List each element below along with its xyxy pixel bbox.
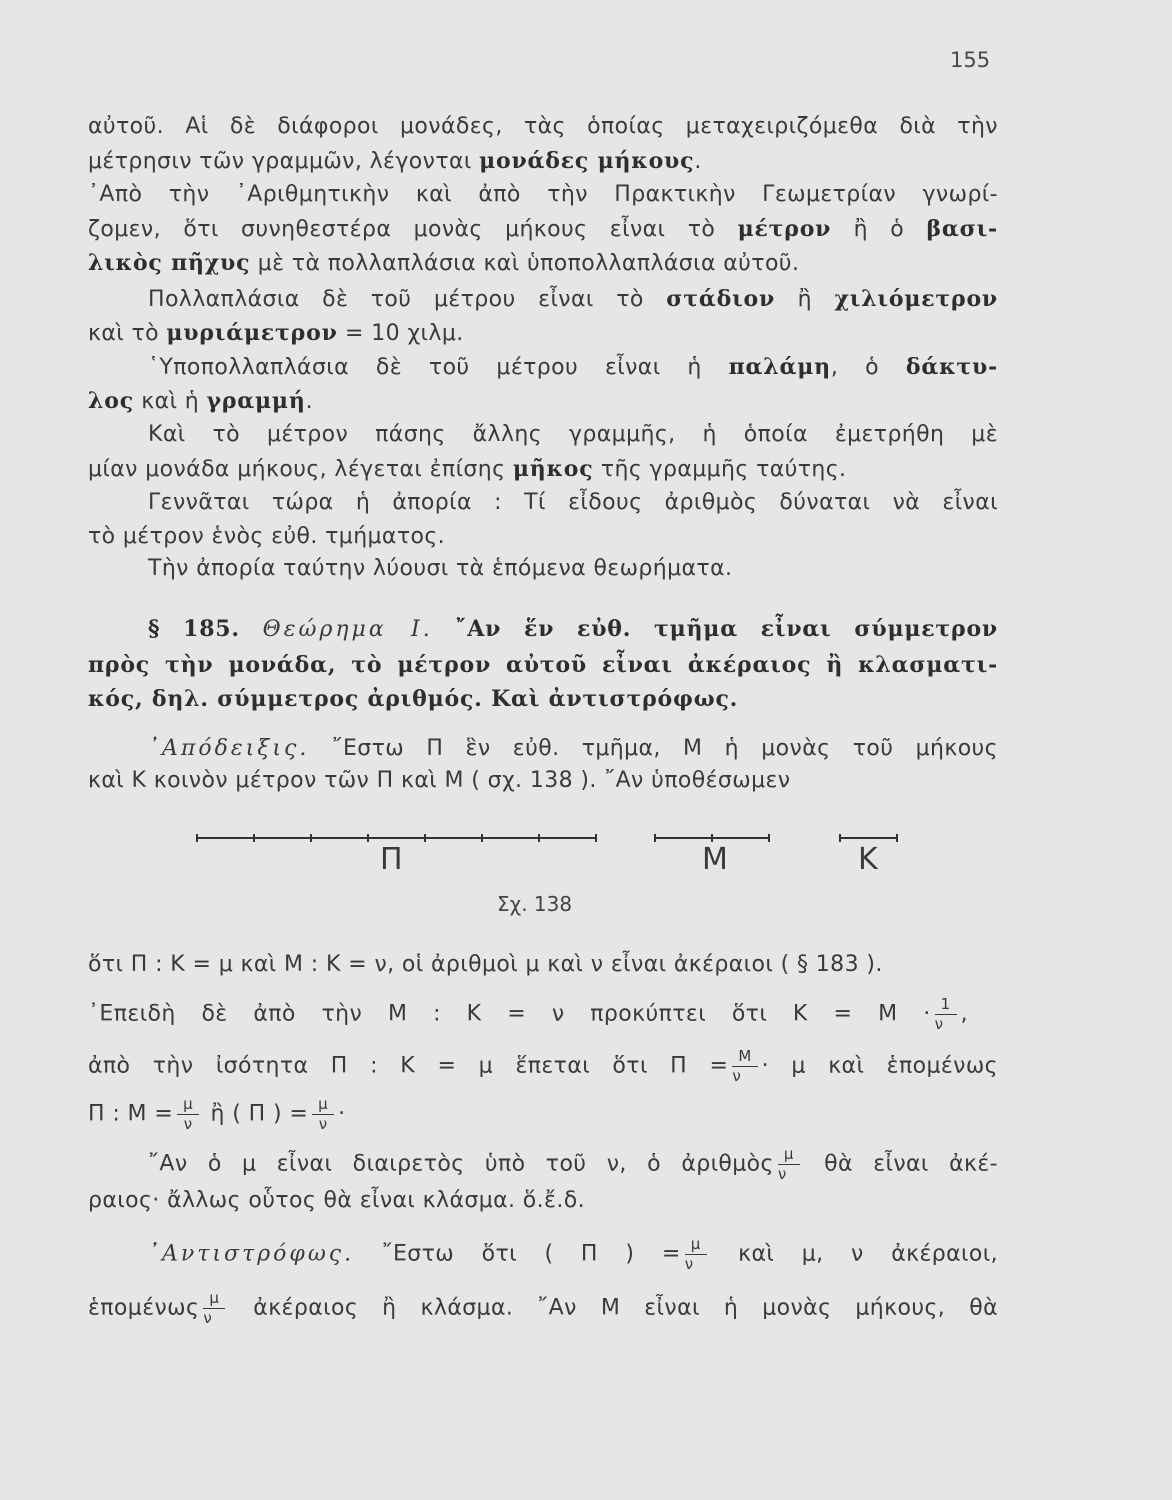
text-line <box>88 386 998 417</box>
text: αὐτοῦ. Αἱ δὲ διάφοροι μονάδες, τὰς ὁποίας μεταχειριζόμεθα διὰ τὴν <box>88 114 998 139</box>
text: θὰ εἶναι ἀκέ- <box>803 1151 998 1177</box>
text-line <box>88 1290 998 1327</box>
text: Γεννᾶται τώρα ἡ ἀπορία : Τί εἶδους ἀριθμὸς δύναται νὰ εἶναι <box>148 490 998 515</box>
keyword: μῆκος <box>512 456 594 482</box>
segment-M <box>655 834 769 842</box>
text-line <box>148 352 998 383</box>
text-line <box>148 284 998 315</box>
fraction-mu-over-nu <box>685 1236 707 1273</box>
numerator: μ <box>685 1236 707 1255</box>
text: καὶ ἡ <box>133 389 207 414</box>
text: καὶ τὸ <box>88 321 167 346</box>
text-line <box>88 1048 998 1085</box>
converse-heading: ᾿Αντιστρόφως. <box>148 1241 355 1267</box>
text-line <box>148 488 998 518</box>
text: Τὴν ἀπορία ταύτην λύουσι τὰ ἑπόμενα θεωρήματα. <box>148 556 733 581</box>
text: , <box>960 1001 968 1027</box>
theorem-text: κός, δηλ. σύμμετρος ἀριθμός. <box>88 686 492 712</box>
text: ἢ ( Π ) = <box>203 1101 309 1127</box>
text-line <box>88 318 998 349</box>
text-line <box>88 950 1003 980</box>
denominator: ν <box>777 1165 787 1183</box>
theorem-text: Καὶ ἀντιστρόφως. <box>491 686 739 712</box>
text: = 10 χιλμ. <box>337 321 464 346</box>
text-line <box>88 996 968 1033</box>
text: Καὶ τὸ μέτρον πάσης ἄλλης γραμμῆς, ἡ ὁποία ἐμετρήθη μὲ <box>148 422 998 447</box>
theorem-text: ῎Αν ἕν εὐθ. τμῆμα εἶναι σύμμετρον <box>432 616 998 642</box>
keyword: γραμμή <box>206 388 306 414</box>
denominator: ν <box>183 1115 193 1133</box>
fraction-one-over-nu <box>935 996 957 1033</box>
segment-P <box>197 834 596 842</box>
text-line <box>88 1186 998 1216</box>
keyword: μονάδες μήκους <box>479 148 695 174</box>
text: ᾿Απὸ τὴν ᾿Αριθμητικὴν καὶ ἀπὸ τὴν Πρακτικὴν Γεωμετρίαν γνωρί- <box>88 182 998 207</box>
label-P: Π <box>380 842 403 877</box>
text-line <box>148 1236 998 1273</box>
text: · μ καὶ ἑπομένως <box>761 1053 998 1079</box>
keyword: παλάμη <box>728 354 831 380</box>
denominator: ν <box>684 1255 694 1273</box>
segment-K <box>840 834 897 842</box>
text: ὅτι Π : Κ = μ καὶ Μ : Κ = ν, οἱ ἀριθμοὶ μ καὶ ν εἶναι ἀκέραιοι ( § 183 ). <box>88 952 883 977</box>
text: ἀκέραιος ἢ κλάσμα. ῎Αν Μ εἶναι ἡ μονὰς μήκους, θὰ <box>229 1295 998 1321</box>
text: ραιος· ἄλλως οὗτος θὰ εἶναι κλάσμα. ὅ.ἔ.δ. <box>88 1188 585 1213</box>
fraction-mu-over-nu <box>778 1146 800 1183</box>
text-line <box>148 734 998 764</box>
fraction-mu-over-nu <box>177 1096 199 1133</box>
keyword: λικὸς πῆχυς <box>88 250 251 276</box>
text-line <box>88 146 998 177</box>
text-line <box>148 1146 998 1183</box>
text: τὸ μέτρον ἑνὸς εὐθ. τμήματος. <box>88 524 446 549</box>
text: . <box>305 389 314 414</box>
keyword: δάκτυ- <box>905 354 998 380</box>
text: καὶ μ, ν ἀκέραιοι, <box>710 1241 998 1267</box>
text-line <box>88 112 998 142</box>
theorem-text: πρὸς τὴν μονάδα, τὸ μέτρον αὐτοῦ εἶναι ἀκέραιος ἢ κλασματι- <box>88 652 998 678</box>
text-line <box>88 180 998 210</box>
text: μὲ τὰ πολλαπλάσια καὶ ὑποπολλαπλάσια αὐτοῦ. <box>250 251 800 276</box>
denominator: ν <box>934 1015 944 1033</box>
text: ῎Αν ὁ μ εἶναι διαιρετὸς ὑπὸ τοῦ ν, ὁ ἀριθμὸς <box>148 1151 774 1177</box>
keyword: μέτρον <box>737 216 832 242</box>
theorem-line <box>88 684 998 715</box>
text-line <box>88 454 998 485</box>
numerator: Μ <box>732 1048 757 1067</box>
text-line <box>88 522 998 552</box>
numerator: 1 <box>935 996 957 1015</box>
proof-heading: ᾿Απόδειξις. <box>148 736 310 761</box>
text: μέτρησιν τῶν γραμμῶν, λέγονται <box>88 149 480 174</box>
text: Π : Μ = <box>88 1101 174 1127</box>
theorem-title: Θεώρημα Ι. <box>262 617 433 642</box>
denominator: ν <box>732 1067 742 1085</box>
label-M: Μ <box>702 842 728 877</box>
keyword: βασι- <box>926 216 998 242</box>
text: . <box>694 149 702 174</box>
keyword: λος <box>88 388 134 414</box>
text: ῎Εστω Π ἓν εὐθ. τμῆμα, Μ ἡ μονὰς τοῦ μήκους <box>309 736 998 761</box>
text: Πολλαπλάσια δὲ τοῦ μέτρου εἶναι τὸ <box>148 287 667 312</box>
text: τῆς γραμμῆς ταύτης. <box>593 457 847 482</box>
theorem-line <box>148 614 998 645</box>
text-line <box>148 420 998 450</box>
text-line <box>88 248 998 279</box>
theorem-line <box>88 650 998 681</box>
numerator: μ <box>203 1290 225 1309</box>
text-line <box>88 214 998 245</box>
fraction-mu-over-nu <box>312 1096 334 1133</box>
text: , ὁ <box>830 355 906 380</box>
text: μίαν μονάδα μήκους, λέγεται ἐπίσης <box>88 457 513 482</box>
text: καὶ Κ κοινὸν μέτρον τῶν Π καὶ Μ ( σχ. 138 ). ῎Αν ὑποθέσωμεν <box>88 768 791 793</box>
text-line <box>88 1096 998 1133</box>
keyword: μυριάμετρον <box>166 320 338 346</box>
keyword: στάδιον <box>666 286 776 312</box>
denominator: ν <box>318 1115 328 1133</box>
numerator: μ <box>312 1096 334 1115</box>
text: · <box>338 1101 346 1127</box>
fraction-M-over-nu <box>732 1048 757 1085</box>
fraction-mu-over-nu <box>203 1290 225 1327</box>
text: ζομεν, ὅτι συνηθεστέρα μονὰς μήκους εἶναι τὸ <box>88 217 738 242</box>
denominator: ν <box>203 1309 213 1327</box>
page-number: 155 <box>950 48 991 72</box>
keyword: χιλιόμετρον <box>834 286 998 312</box>
label-K: Κ <box>858 842 878 877</box>
text: ἀπὸ τὴν ἰσότητα Π : Κ = μ ἕπεται ὅτι Π = <box>88 1053 729 1079</box>
numerator: μ <box>177 1096 199 1115</box>
text: ἑπομένως <box>88 1295 200 1321</box>
text-line <box>148 554 998 584</box>
section-number: § 185. <box>148 616 263 642</box>
text: ῾Υποπολλαπλάσια δὲ τοῦ μέτρου εἶναι ἡ <box>148 355 729 380</box>
text: ἢ ὁ <box>831 217 927 242</box>
text-line <box>88 766 998 796</box>
figure-caption: Σχ. 138 <box>497 892 573 916</box>
text: ᾿Επειδὴ δὲ ἀπὸ τὴν Μ : Κ = ν προκύπτει ὅτι Κ = Μ · <box>88 1001 931 1027</box>
numerator: μ <box>778 1146 800 1165</box>
text: ῎Εστω ὅτι ( Π ) = <box>354 1241 681 1267</box>
text: ἢ <box>775 287 835 312</box>
